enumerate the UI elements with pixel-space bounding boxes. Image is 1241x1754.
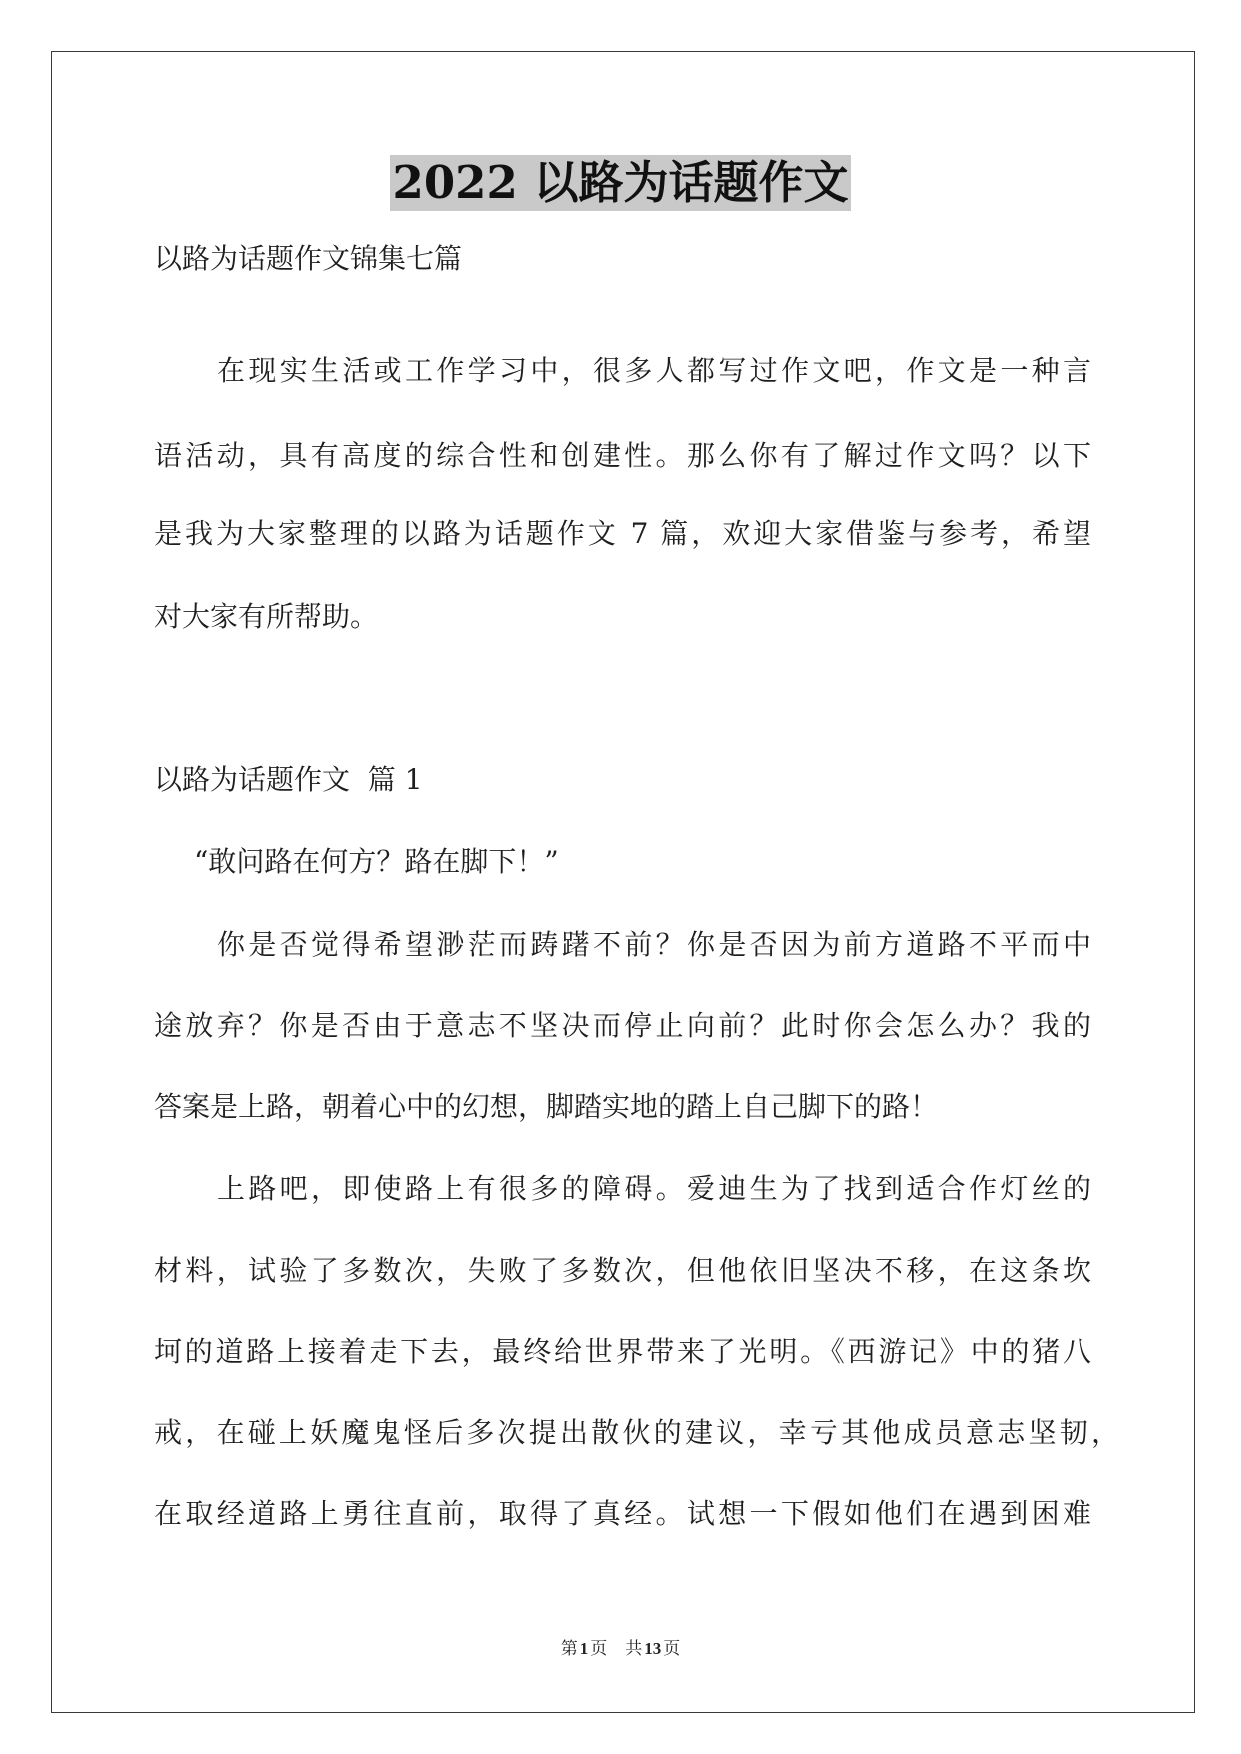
paragraph-line: 答案是上路，朝着心中的幻想，脚踏实地的踏上自己脚下的路！: [154, 1090, 939, 1123]
page-suffix: 页: [590, 1639, 608, 1659]
paragraph-line: 在取经道路上勇往直前，取得了真经。试想一下假如他们在遇到困难: [154, 1497, 1091, 1530]
paragraph-line: 材料，试验了多数次，失败了多数次，但他依旧坚决不移，在这条坎: [154, 1254, 1091, 1287]
paragraph-line: 坷的道路上接着走下去，最终给世界带来了光明。《西游记》中的猪八: [154, 1335, 1091, 1368]
paragraph-line: 上路吧，即使路上有很多的障碍。爱迪生为了找到适合作灯丝的: [217, 1172, 1091, 1205]
total-prefix: 共: [625, 1639, 643, 1659]
paragraph-line: 戒，在碰上妖魔鬼怪后多次提出散伙的建议，幸亏其他成员意志坚韧，: [154, 1416, 1119, 1449]
intro-line: 语活动，具有高度的综合性和创建性。那么你有了解过作文吗？以下: [154, 439, 1091, 472]
paragraph-line: 你是否觉得希望渺茫而踌躇不前？你是否因为前方道路不平而中: [217, 928, 1091, 961]
document-title: 2022 以路为话题作文: [390, 155, 852, 211]
total-suffix: 页: [663, 1639, 681, 1659]
section-heading: 以路为话题作文 篇 1: [154, 763, 423, 796]
page-prefix: 第: [560, 1639, 578, 1659]
page-footer: [0, 1637, 1241, 1661]
intro-line: 对大家有所帮助。: [154, 600, 379, 633]
title-container: [0, 155, 1241, 211]
paragraph-line: 途放弃？你是否由于意志不坚决而停止向前？此时你会怎么办？我的: [154, 1009, 1091, 1042]
collection-heading: 以路为话题作文锦集七篇: [154, 242, 463, 275]
total-pages: 13: [644, 1639, 662, 1658]
page-border: [51, 51, 1195, 1713]
intro-line: 在现实生活或工作学习中，很多人都写过作文吧，作文是一种言: [217, 354, 1091, 387]
intro-line: 是我为大家整理的以路为话题作文 7 篇，欢迎大家借鉴与参考，希望: [154, 517, 1091, 550]
quote-line: “敢问路在何方？路在脚下！”: [194, 845, 559, 878]
page-number: 1: [579, 1639, 589, 1658]
